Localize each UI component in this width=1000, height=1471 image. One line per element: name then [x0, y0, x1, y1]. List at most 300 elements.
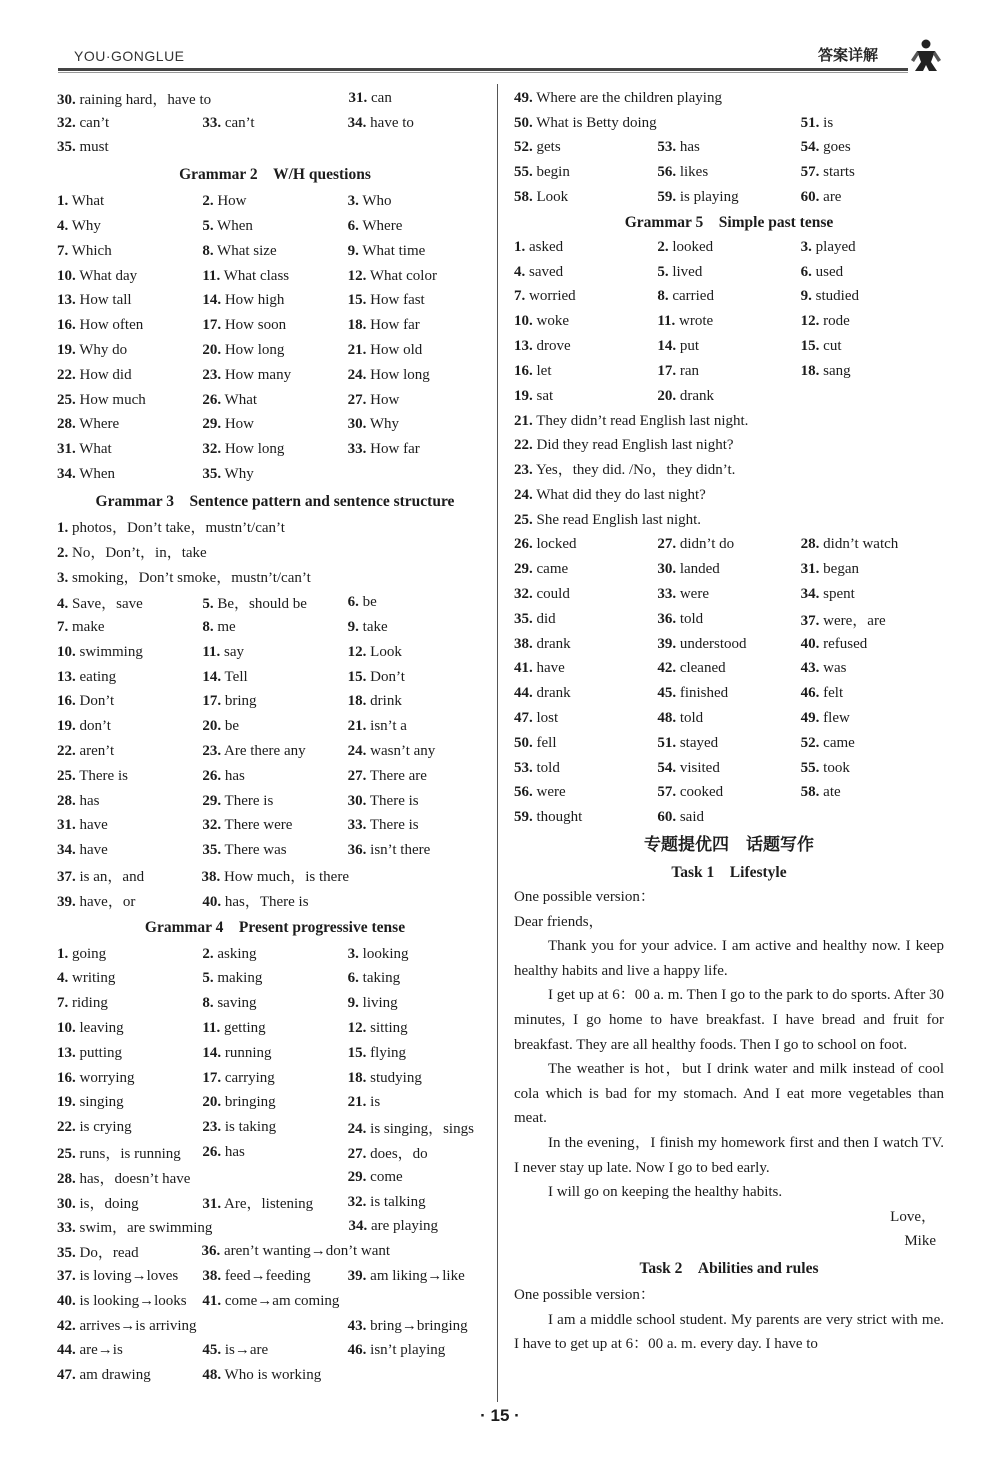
answer-number: 39. — [347, 1267, 367, 1284]
answer-row — [57, 289, 493, 314]
answer-item — [57, 793, 202, 810]
answer-number: 45. — [202, 1342, 222, 1359]
answer-number: 38. — [202, 1267, 222, 1284]
answer-text: played — [811, 238, 856, 255]
answer-number: 56. — [657, 164, 677, 181]
answer-number: 35. — [514, 610, 533, 627]
answer-item — [348, 619, 493, 636]
answer-text: drink — [366, 693, 402, 710]
answer-text: eating — [75, 668, 117, 685]
answer-row — [57, 590, 493, 615]
answer-number: 4. — [57, 970, 69, 987]
header-title: 答案详解 — [818, 46, 879, 64]
answer-item — [514, 338, 657, 355]
answer-text: is playing — [676, 189, 739, 206]
answer-text: told — [532, 759, 560, 776]
answer-item — [514, 710, 657, 727]
answer-line — [514, 433, 944, 458]
answer-text: leaving — [75, 1019, 124, 1036]
answer-text: feed→feeding — [221, 1267, 311, 1284]
answer-item — [348, 842, 493, 859]
answer-row — [57, 967, 493, 992]
answer-text: How far — [366, 317, 420, 334]
answer-item — [202, 367, 347, 384]
answer-item — [801, 313, 944, 330]
answer-number: 18. — [800, 362, 820, 379]
answer-number: 57. — [657, 784, 677, 801]
answer-item — [657, 710, 800, 727]
answer-item — [348, 1268, 493, 1285]
answer-item — [514, 89, 722, 107]
answer-text: swim，are swimming — [75, 1220, 213, 1237]
answer-item — [801, 609, 944, 630]
answer-text: me — [213, 619, 236, 636]
answer-text: can’t — [75, 114, 110, 131]
answer-text: studying — [366, 1069, 422, 1086]
answer-number: 28. — [800, 536, 820, 553]
answer-row — [514, 260, 944, 285]
answer-item — [348, 268, 493, 285]
answer-text: Tell — [221, 668, 248, 685]
answer-number: 41. — [202, 1292, 222, 1309]
answer-item — [801, 760, 944, 777]
answer-number: 15. — [347, 668, 367, 685]
answer-row — [514, 309, 944, 334]
answer-text: How far — [366, 441, 420, 458]
answer-item — [801, 288, 944, 305]
answer-number: 34. — [348, 1218, 368, 1235]
answer-item — [202, 842, 347, 859]
section-heading: Grammar 4 Present progressive tense — [144, 918, 406, 936]
answer-text: worried — [525, 288, 576, 305]
answer-text: is talking — [366, 1193, 426, 1210]
answer-item — [202, 1070, 347, 1087]
answer-row — [57, 739, 493, 764]
answer-item — [348, 392, 493, 409]
answer-text: Do，read — [75, 1245, 139, 1262]
answer-number: 32. — [202, 441, 222, 458]
answer-number: 9. — [800, 288, 812, 305]
answer-text: used — [811, 263, 844, 280]
answer-item — [801, 636, 944, 653]
answer-number: 60. — [800, 189, 820, 206]
answer-number: 10. — [57, 267, 76, 284]
answer-item — [348, 1142, 493, 1163]
answer-row — [57, 1190, 493, 1215]
answer-number: 5. — [202, 596, 214, 613]
answer-row — [57, 1289, 493, 1314]
answer-number: 11. — [657, 313, 676, 330]
answer-number: 43. — [800, 660, 820, 677]
answer-item — [202, 243, 347, 260]
answer-number: 15. — [347, 1044, 367, 1061]
answer-item — [57, 416, 202, 433]
answer-number: 6. — [347, 970, 359, 987]
answer-item — [202, 115, 347, 132]
answer-row — [57, 1041, 493, 1066]
answer-number: 12. — [347, 643, 367, 660]
answer-row — [57, 1016, 493, 1041]
answer-number: 34. — [347, 114, 367, 131]
answer-text: were — [532, 784, 566, 801]
answer-text: studied — [811, 288, 859, 305]
answer-number: 29. — [202, 416, 222, 433]
answer-text: refused — [819, 635, 868, 652]
answer-item — [514, 660, 657, 677]
answer-text: What size — [213, 242, 277, 259]
answer-text: is — [366, 1094, 381, 1111]
answer-item — [57, 1318, 202, 1335]
answer-number: 27. — [347, 391, 367, 408]
answer-item — [801, 735, 944, 752]
answer-number: 4. — [57, 596, 69, 613]
answer-item — [348, 317, 493, 334]
answer-text: gets — [532, 139, 561, 156]
answer-text: are — [819, 189, 842, 206]
answer-number: 23. — [514, 462, 533, 479]
header-brand: YOU·GONGLUE — [74, 48, 185, 64]
answer-item — [801, 660, 944, 677]
answer-number: 37. — [800, 612, 820, 629]
answer-item — [348, 1045, 493, 1062]
answer-number: 1. — [514, 238, 526, 255]
answer-number: 29. — [347, 1168, 367, 1185]
answer-item — [348, 416, 493, 433]
answer-item — [657, 139, 800, 156]
answer-item — [348, 644, 493, 661]
answer-number: 23. — [202, 743, 222, 760]
answer-number: 40. — [202, 893, 222, 910]
section-heading: Task 2 Abilities and rules — [639, 1260, 819, 1278]
answer-number: 7. — [57, 619, 69, 636]
answer-item — [801, 710, 944, 727]
answer-text: Who is working — [221, 1367, 322, 1384]
answer-text: has — [221, 767, 245, 784]
answer-number: 24. — [347, 1121, 367, 1138]
answer-text: has，doesn’t have — [75, 1170, 191, 1187]
answer-text: Where are the children playing — [532, 89, 722, 106]
answer-item — [57, 243, 202, 260]
answer-row — [514, 285, 944, 310]
answer-item — [57, 1367, 202, 1384]
answer-text: What — [75, 441, 112, 458]
answer-item — [202, 644, 347, 661]
answer-item — [202, 592, 347, 613]
answer-item — [801, 685, 944, 702]
answer-number: 31. — [57, 817, 76, 834]
answer-text: What time — [358, 242, 426, 259]
answer-item — [657, 164, 800, 181]
answer-number: 19. — [57, 342, 76, 359]
answer-text: Did they read English last night? — [532, 437, 734, 454]
answer-number: 13. — [57, 668, 76, 685]
answer-number: 39. — [657, 635, 677, 652]
answer-text: come→am coming — [221, 1292, 340, 1309]
answer-item — [57, 1045, 202, 1062]
answer-item — [657, 760, 800, 777]
answer-number: 32. — [57, 114, 76, 131]
answer-number: 30. — [57, 91, 76, 108]
answer-text: No，Don’t，in，take — [68, 544, 207, 561]
answer-text: How long — [221, 342, 285, 359]
answer-item — [202, 743, 347, 760]
answer-item — [657, 784, 800, 801]
answer-text: swimming — [75, 643, 143, 660]
answer-row — [57, 1066, 493, 1091]
answer-item — [202, 268, 347, 285]
answer-number: 31. — [348, 89, 368, 106]
answer-item — [514, 115, 657, 132]
answer-number: 37. — [57, 869, 76, 885]
answer-row — [514, 136, 944, 161]
answer-text: say — [220, 643, 245, 660]
answer-number: 59. — [657, 189, 677, 206]
answer-row — [57, 814, 493, 839]
answer-item — [57, 466, 202, 483]
answer-row — [514, 384, 944, 409]
answer-text: drank — [532, 685, 571, 702]
answer-row — [514, 533, 944, 558]
answer-text: raining hard，have to — [75, 91, 212, 108]
answer-text: is→are — [221, 1342, 269, 1359]
answer-item — [657, 239, 800, 256]
answer-text: Don’t — [75, 693, 115, 710]
answer-item — [202, 342, 347, 359]
answer-text: make — [68, 619, 105, 636]
answer-number: 6. — [347, 594, 359, 611]
answer-item — [57, 367, 202, 384]
answer-item — [514, 536, 657, 553]
answer-item — [348, 817, 493, 834]
answer-text: They didn’t read English last night. — [532, 412, 749, 429]
answer-number: 50. — [514, 114, 533, 131]
answer-number: 58. — [800, 784, 820, 801]
answer-number: 2. — [202, 193, 214, 210]
answer-number: 22. — [57, 366, 76, 383]
answer-number: 9. — [347, 619, 359, 636]
answer-text: could — [532, 586, 570, 603]
answer-number: 57. — [800, 164, 820, 181]
answer-number: 15. — [800, 338, 820, 355]
answer-text: saving — [213, 995, 257, 1012]
answer-text: ran — [676, 362, 699, 379]
answer-item — [202, 193, 347, 210]
answer-item — [801, 189, 944, 206]
answer-item — [657, 660, 800, 677]
answer-text: Why — [366, 416, 400, 433]
answer-number: 1. — [57, 519, 69, 536]
answer-item — [348, 594, 493, 611]
answer-number: 7. — [514, 288, 526, 305]
answer-item — [57, 1293, 202, 1310]
answer-number: 16. — [57, 317, 76, 334]
answer-item — [57, 88, 212, 109]
section-heading: 专题提优四 话题写作 — [644, 835, 814, 856]
answer-item — [657, 809, 800, 826]
answer-number: 11. — [202, 267, 221, 284]
answer-row — [57, 665, 493, 690]
answer-item — [514, 313, 657, 330]
answer-number: 48. — [657, 710, 677, 727]
answer-number: 8. — [202, 242, 214, 259]
answer-text: aren’t wanting→don’t want — [220, 1243, 391, 1260]
answer-row — [57, 640, 493, 665]
answer-item — [657, 611, 800, 628]
answer-text: goes — [819, 139, 851, 156]
answer-item — [657, 561, 800, 578]
answer-number: 38. — [201, 869, 221, 885]
answer-text: can’t — [221, 114, 255, 131]
answer-number: 23. — [202, 366, 222, 383]
answer-text: When — [213, 218, 253, 235]
answer-text: began — [819, 561, 859, 578]
answer-text: photos，Don’t take，mustn’t/can’t — [68, 519, 285, 536]
answer-number: 26. — [202, 391, 222, 408]
answer-row — [57, 690, 493, 715]
answer-text: told — [676, 710, 704, 727]
answer-text: Are there any — [221, 743, 306, 760]
answer-item — [348, 342, 493, 359]
answer-text: Are，listening — [221, 1195, 314, 1212]
answer-item — [202, 292, 347, 309]
answer-item — [57, 768, 202, 785]
essay-paragraph: Thank you for your advice. I am active and healthy now. I keep healthy habits and live a happy life. — [514, 938, 944, 979]
answer-item — [801, 338, 944, 355]
answer-item — [657, 338, 800, 355]
answer-number: 44. — [57, 1342, 76, 1359]
answer-number: 18. — [347, 693, 367, 710]
answer-text: have — [75, 842, 108, 859]
answer-text: cleaned — [676, 660, 726, 677]
answer-item — [57, 1119, 202, 1136]
answer-item — [57, 1142, 202, 1163]
answer-number: 33. — [347, 817, 367, 834]
answer-text: How long — [221, 441, 285, 458]
answer-text: making — [213, 970, 263, 987]
answer-text: Look — [366, 643, 402, 660]
essay-greeting: Dear friends， — [514, 913, 604, 930]
answer-text: How — [366, 391, 400, 408]
answer-item — [514, 636, 657, 653]
answer-item — [57, 970, 202, 987]
answer-item — [801, 139, 944, 156]
answer-row — [514, 86, 944, 111]
answer-item — [801, 164, 944, 181]
answer-row — [57, 1264, 493, 1289]
answer-item — [57, 592, 202, 613]
answer-number: 48. — [202, 1367, 222, 1384]
answer-text: Yes，they did. /No，they didn’t. — [532, 462, 736, 479]
answer-number: 26. — [202, 767, 222, 784]
answer-number: 42. — [57, 1317, 76, 1334]
right-column — [514, 86, 944, 1357]
answer-item — [57, 693, 202, 710]
answer-row — [514, 781, 944, 806]
answer-item — [514, 189, 657, 206]
answer-text: must — [75, 139, 109, 156]
answer-text: understood — [676, 635, 747, 652]
answer-text: There are — [366, 767, 427, 784]
answer-text: is — [819, 114, 834, 131]
answer-item — [348, 1194, 493, 1211]
answer-text: wrote — [675, 313, 714, 330]
answer-item — [57, 218, 202, 235]
answer-text: Don’t — [366, 668, 405, 685]
answer-text: sitting — [366, 1019, 408, 1036]
answer-text: bring — [221, 693, 257, 710]
answer-text: spent — [819, 586, 855, 603]
answer-item — [348, 441, 493, 458]
answer-row — [57, 189, 493, 214]
answer-item — [57, 1020, 202, 1037]
answer-number: 13. — [57, 1044, 76, 1061]
answer-item — [801, 784, 944, 801]
answer-line — [514, 409, 944, 434]
answer-number: 16. — [57, 693, 76, 710]
answer-number: 14. — [657, 338, 677, 355]
answer-text: ate — [819, 784, 841, 801]
answer-row — [57, 991, 493, 1016]
answer-text: has，There is — [221, 893, 309, 910]
answer-text: Why do — [75, 342, 128, 359]
answer-text: isn’t a — [366, 718, 407, 735]
answer-text: don’t — [75, 718, 111, 735]
answer-text: How high — [221, 292, 285, 309]
answer-text: How much，is there — [220, 869, 349, 885]
answer-text: asking — [213, 945, 257, 962]
answer-item — [348, 1020, 493, 1037]
answer-item — [57, 718, 202, 735]
answer-number: 1. — [57, 193, 69, 210]
answer-item — [348, 243, 493, 260]
answer-item — [514, 586, 657, 603]
essay-paragraph: I am a middle school student. My parents are very strict with me. I have to get up at 6：00 a. m. every day. I have to — [514, 1311, 944, 1353]
answer-item — [801, 561, 944, 578]
answer-row — [514, 334, 944, 359]
answer-item — [202, 865, 349, 886]
answer-item — [57, 865, 202, 886]
answer-number: 10. — [57, 643, 76, 660]
essay-intro: One possible version： — [514, 1287, 655, 1304]
answer-number: 19. — [514, 387, 533, 404]
answer-text: is an，and — [75, 869, 145, 885]
answer-row — [57, 264, 493, 289]
answer-item — [201, 1243, 391, 1260]
answer-number: 28. — [57, 792, 76, 809]
answer-number: 22. — [514, 437, 533, 454]
answer-text: is crying — [75, 1119, 132, 1136]
answer-item — [657, 735, 800, 752]
answer-item — [57, 1342, 202, 1359]
answer-number: 35. — [57, 139, 76, 156]
answer-number: 5. — [657, 263, 669, 280]
answer-number: 28. — [57, 416, 76, 433]
answer-text: has — [75, 792, 100, 809]
answer-number: 24. — [347, 366, 367, 383]
answer-text: Be，should be — [213, 596, 307, 613]
answer-number: 8. — [202, 619, 214, 636]
answer-row — [57, 86, 493, 111]
answer-number: 29. — [514, 561, 533, 578]
answer-text: How long — [366, 366, 430, 383]
answer-text: came — [819, 734, 855, 751]
answer-text: drove — [532, 338, 571, 355]
answer-item — [514, 561, 657, 578]
answer-number: 18. — [347, 317, 367, 334]
answer-number: 16. — [514, 362, 533, 379]
answer-number: 31. — [202, 1195, 222, 1212]
answer-line — [57, 541, 493, 566]
